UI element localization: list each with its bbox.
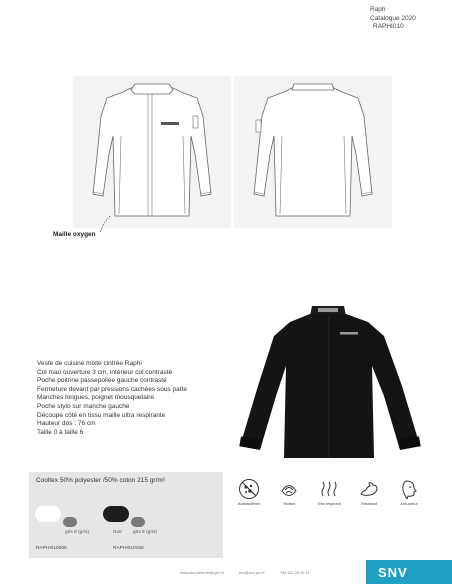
feature-icons	[230, 478, 430, 528]
footer-website[interactable]: www.snv-vetements-pro.fr	[180, 571, 224, 575]
front-sketch-panel	[73, 76, 231, 228]
product-description	[37, 360, 237, 437]
jacket-back-sketch	[234, 76, 392, 228]
description-line: Poche stylo sur manche gauche	[37, 402, 130, 410]
breathable-icon	[318, 478, 340, 500]
swatch-reference: RAPHI010050	[36, 546, 67, 551]
description-line: Veste de cuisine mixte cintrée Raphi	[37, 360, 142, 367]
description-line: Poche poitrine passepoilée gauche contrasté	[37, 377, 167, 385]
color-swatch-white[interactable]	[33, 502, 83, 532]
anti-odour-icon	[398, 478, 420, 500]
color-swatch-black[interactable]	[101, 502, 151, 532]
swatch-main-label: Noir	[113, 530, 122, 535]
catalogue-year: Catalogue 2020	[370, 14, 416, 22]
description-line: Taille 0 à taille 6	[37, 428, 84, 436]
footer-contact	[180, 571, 324, 575]
footer-email[interactable]: snv@snv-pro.fr	[238, 571, 265, 575]
description-line: Col mao ouverture 3 cm, intérieur col contrasté	[37, 368, 173, 376]
feature-label: Très respirant	[317, 502, 341, 506]
description-line: Découpe côté en tissu maille ultra respirante	[37, 411, 166, 419]
strength-icon	[358, 478, 380, 500]
catalogue-header	[370, 6, 416, 32]
brand-name: Raph	[370, 6, 386, 13]
description-line: Manches longues, poignet mousquetaire	[37, 394, 155, 402]
brand-logo	[366, 560, 452, 584]
feature-label: Anti-odeur	[400, 502, 418, 506]
description-line: Fermeture devant par pressions cachées sous patte	[37, 385, 187, 393]
swatch-reference: RAPHI010150	[113, 546, 144, 551]
fabric-composition: Cooltex 50% polyester /50% coton 215 gr/m²	[36, 477, 165, 484]
swatch-accent-label: gris 9 (gris)	[133, 530, 157, 535]
product-reference: RAPHI010	[373, 23, 404, 30]
logo-text: SNV	[378, 565, 408, 580]
description-line: Hauteur dos : 76 cm	[37, 420, 96, 428]
back-sketch-panel	[234, 76, 392, 228]
feature-antibacterial	[230, 478, 268, 506]
feature-strength	[350, 478, 388, 506]
antibacterial-icon	[238, 478, 260, 500]
fabric-panel	[29, 472, 223, 558]
mesh-callout-label: Maille oxygen	[53, 231, 96, 238]
textile-icon	[278, 478, 300, 500]
swatch-accent-label: gris 9 (gris)	[65, 530, 89, 535]
footer-phone: +33 320 25 10 14	[279, 571, 310, 575]
feature-breathable	[310, 478, 348, 506]
product-photo	[228, 286, 428, 466]
feature-label: Résistant	[361, 502, 377, 506]
feature-label: Textton	[282, 502, 296, 506]
jacket-front-sketch	[73, 76, 231, 228]
feature-textile	[270, 478, 308, 506]
feature-anti-odour	[390, 478, 428, 506]
feature-label: Antibactérien	[237, 502, 261, 506]
